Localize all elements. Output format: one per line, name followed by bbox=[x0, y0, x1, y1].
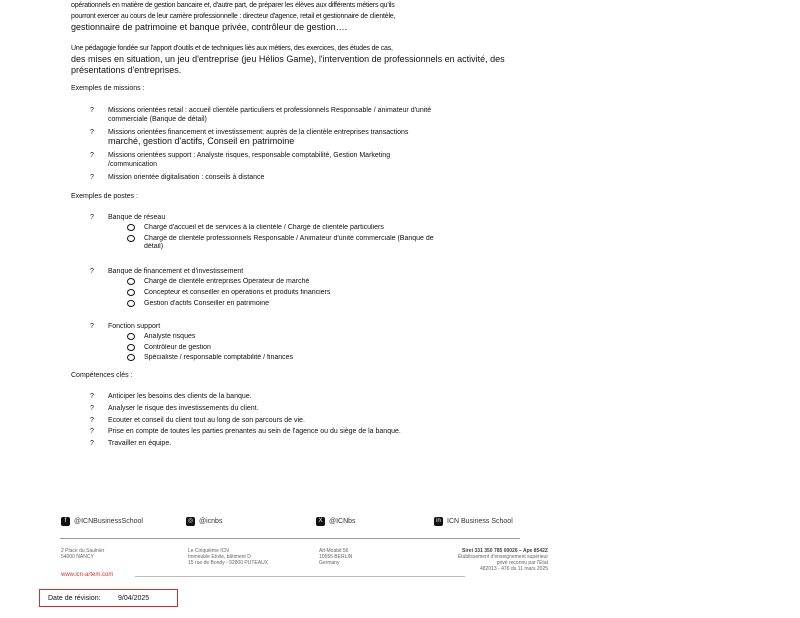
post-item bbox=[127, 235, 527, 251]
social-label: ICN Business School bbox=[447, 518, 513, 525]
post-category bbox=[90, 213, 530, 222]
post-text: Contrôleur de gestion bbox=[144, 344, 211, 351]
address-berlin bbox=[319, 548, 352, 566]
bullet-glyph: ? bbox=[90, 405, 94, 412]
post-item bbox=[127, 333, 527, 341]
post-text: Chargé de clientèle professionnels Responsable / Animateur d'unité commerciale (Banque de bbox=[144, 235, 434, 242]
post-category-title: Fonction support bbox=[108, 323, 161, 330]
post-category-title: Banque de financement et d'investissement bbox=[108, 268, 244, 275]
bullet-glyph: ? bbox=[90, 174, 94, 181]
website-underline bbox=[135, 576, 465, 577]
mission-text-cont: /communication bbox=[108, 161, 158, 168]
bullet-glyph: ? bbox=[90, 417, 94, 424]
pedagogy-line: des mises en situation, un jeu d'entreprise (jeu Hélios Game), l'intervention de professionnels en activité, des bbox=[71, 54, 505, 64]
address-line: Germany bbox=[319, 560, 340, 566]
address-line: 15 rue de Bondy - 92800 PUTEAUX bbox=[188, 560, 269, 566]
bullet-glyph: ? bbox=[90, 440, 94, 447]
bullet-glyph: ? bbox=[90, 268, 94, 275]
social-label: @ICNbs bbox=[329, 518, 356, 525]
footer-divider bbox=[60, 538, 520, 539]
circle-bullet bbox=[127, 289, 135, 296]
address-line: Immeuble Etoile, bâtiment D bbox=[188, 554, 251, 560]
circle-bullet bbox=[127, 300, 135, 307]
pedagogy-line: Une pédagogie fondée sur l'apport d'outils et de techniques liés aux métiers, des exercices, des études de cas, bbox=[71, 45, 393, 52]
mission-text: Missions orientées retail : accueil clientèle particuliers et professionnels Responsable / animateur d'unité bbox=[108, 107, 432, 114]
skill-text: Prise en compte de toutes les parties prenantes au sein de l'agence ou du siège de la banque. bbox=[108, 428, 401, 435]
website-link[interactable]: www.icn-artem.com bbox=[61, 572, 114, 578]
bullet-glyph: ? bbox=[90, 152, 94, 159]
posts-heading: Exemples de postes : bbox=[71, 193, 138, 200]
mission-item bbox=[90, 106, 530, 124]
bullet-glyph: ? bbox=[90, 107, 94, 114]
skill-text: Travailler en équipe. bbox=[108, 440, 172, 447]
pedagogy-line: présentations d'entreprises. bbox=[71, 65, 182, 75]
mission-text-cont: marché, gestion d'actifs, Conseil en patrimoine bbox=[108, 137, 295, 146]
address-line: Siret 331 350 785 00026 – Ape 8542Z bbox=[462, 548, 548, 554]
intro-line: opérationnels en matière de gestion bancaire et, d'autre part, de préparer les élèves aux différents métiers qu'ils bbox=[71, 2, 395, 9]
post-item bbox=[127, 224, 527, 232]
post-text: Analyste risques bbox=[144, 333, 196, 340]
circle-bullet bbox=[127, 354, 135, 361]
post-item bbox=[127, 278, 527, 286]
circle-bullet bbox=[127, 333, 135, 340]
post-text: Gestion d'actifs Conseiller en patrimoine bbox=[144, 300, 270, 307]
mission-text: Missions orientées financement et investissement: auprès de la clientèle entreprises transactions bbox=[108, 129, 409, 136]
post-text-cont: détail) bbox=[144, 243, 164, 250]
mission-item bbox=[90, 128, 530, 146]
bullet-glyph: ? bbox=[90, 393, 94, 400]
social-label: @ICNBusinessSchool bbox=[74, 518, 143, 525]
intro-paragraph bbox=[71, 0, 531, 33]
post-category bbox=[90, 322, 530, 331]
address-nancy bbox=[61, 548, 104, 560]
post-text: Concepteur et conseiller en opérations et produits financiers bbox=[144, 289, 331, 296]
mission-text: Mission orientée digitalisation : conseils à distance bbox=[108, 174, 265, 181]
bullet-glyph: ? bbox=[90, 428, 94, 435]
post-item bbox=[127, 344, 527, 352]
post-text: Chargé de clientèle entreprises Opérateur de marché bbox=[144, 278, 310, 285]
social-label: @icnbs bbox=[199, 518, 223, 525]
bullet-glyph: ? bbox=[90, 129, 94, 136]
post-text: Chargé d'accueil et de services à la clientèle / Chargé de clientèle particuliers bbox=[144, 224, 384, 231]
pedagogy-paragraph bbox=[71, 43, 531, 76]
address-line: Le Cinquième ICN bbox=[188, 548, 229, 554]
linkedin-icon: in bbox=[434, 517, 443, 526]
address-line: 10555 BERLIN bbox=[319, 554, 353, 560]
circle-bullet bbox=[127, 224, 135, 231]
revision-box bbox=[39, 589, 178, 607]
skills-heading: Compétences clés : bbox=[71, 372, 133, 379]
post-category-title: Banque de réseau bbox=[108, 214, 166, 221]
post-item bbox=[127, 354, 527, 362]
circle-bullet bbox=[127, 235, 135, 242]
mission-text-cont: commerciale (Banque de détail) bbox=[108, 116, 207, 123]
address-line: 2 Place du Saulnier bbox=[61, 548, 105, 554]
revision-label: Date de révision: bbox=[48, 595, 101, 602]
social-linkedin[interactable] bbox=[434, 517, 513, 526]
skill-item bbox=[90, 439, 530, 448]
bullet-glyph: ? bbox=[90, 323, 94, 330]
bullet-glyph: ? bbox=[90, 214, 94, 221]
mission-item bbox=[90, 173, 530, 182]
address-line: privé reconnu par l'État bbox=[496, 560, 548, 566]
revision-date: 9/04/2025 bbox=[118, 595, 150, 602]
address-legal bbox=[430, 548, 548, 572]
post-category bbox=[90, 267, 530, 276]
facebook-icon: f bbox=[61, 517, 70, 526]
skill-text: Anticiper les besoins des clients de la banque. bbox=[108, 393, 252, 400]
social-instagram[interactable] bbox=[186, 517, 222, 526]
instagram-icon: ◎ bbox=[187, 518, 194, 524]
address-line: 54000 NANCY bbox=[61, 554, 94, 560]
post-item bbox=[127, 289, 527, 297]
skill-item bbox=[90, 404, 530, 413]
mission-text: Missions orientées support : Analyste risques, responsable comptabilité, Gestion Marketing bbox=[108, 152, 391, 159]
skill-item bbox=[90, 416, 530, 425]
circle-bullet bbox=[127, 344, 135, 351]
social-facebook[interactable] bbox=[61, 517, 143, 526]
skill-text: Ecouter et conseil du client tout au long de son parcours de vie. bbox=[108, 417, 305, 424]
circle-bullet bbox=[127, 278, 135, 285]
mission-item bbox=[90, 151, 530, 169]
post-text: Spécialiste / responsable comptabilité / finances bbox=[144, 354, 294, 361]
post-item bbox=[127, 300, 527, 308]
address-line: Établissement d'enseignement supérieur bbox=[457, 554, 548, 560]
address-line: Alt-Moabit 56 bbox=[319, 548, 349, 554]
x-icon: X bbox=[316, 517, 325, 526]
skill-text: Analyser le risque des investissements du client. bbox=[108, 405, 259, 412]
missions-heading: Exemples de missions : bbox=[71, 85, 145, 92]
address-line: 482013 - 476 du 11 mars 2025 bbox=[479, 566, 548, 572]
social-x[interactable] bbox=[316, 517, 356, 526]
skill-item bbox=[90, 392, 530, 401]
intro-line: pourront exercer au cours de leur carrière professionnelle : directeur d'agence, retail et gestionnaire de clientèle, bbox=[71, 13, 396, 20]
skill-item bbox=[90, 427, 530, 436]
address-paris bbox=[188, 548, 268, 566]
intro-line: gestionnaire de patrimoine et banque privée, contrôleur de gestion…. bbox=[71, 22, 348, 32]
